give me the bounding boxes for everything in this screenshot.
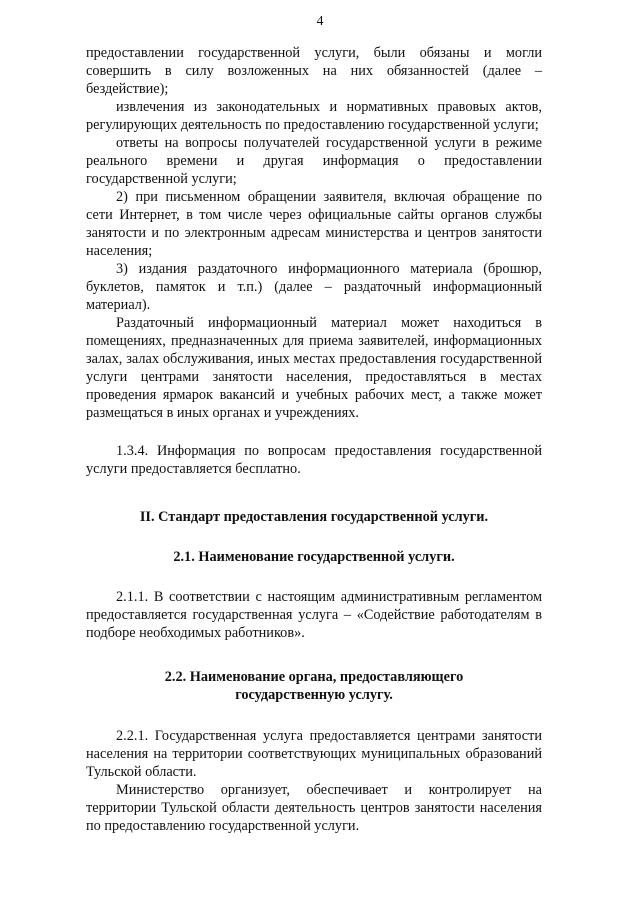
subsection-2-1-title: 2.1. Наименование государственной услуги. <box>173 549 455 565</box>
paragraph-2-2-1: 2.2.1. Государственная услуга предоставляется центрами занятости населения на территории соответствующих муниципальных образований Тульской области. <box>86 728 542 780</box>
paragraph-handout-placement: Раздаточный информационный материал может находиться в помещениях, предназначенных для приема заявителей, информационных залах, залах обслуживания, иных местах предоставления государственной услуги центрами занятости населения, предоставляться в местах проведения ярмарок вакансий и учебных рабочих мест, а также может размещаться в иных органах и учреждениях. <box>86 315 542 421</box>
paragraph-2-1-1: 2.1.1. В соответствии с настоящим административным регламентом предоставляется государственная услуга – «Содействие работодателям в подборе необходимых работников». <box>86 589 542 641</box>
paragraph-inaction: предоставлении государственной услуги, были обязаны и могли совершить в силу возложенных на них обязанностей (далее – бездействие); <box>86 45 542 97</box>
page-number: 4 <box>316 14 324 29</box>
paragraph-handouts: 3) издания раздаточного информационного материала (брошюр, буклетов, памяток и т.п.) (далее – раздаточный информационный материал). <box>86 261 542 313</box>
subsection-2-2-title <box>86 668 542 704</box>
subsection-2-2-title-line2: государственную услугу. <box>235 687 393 703</box>
paragraph-1-3-4: 1.3.4. Информация по вопросам предоставления государственной услуги предоставляется бесплатно. <box>86 443 542 477</box>
section-2-title: II. Стандарт предоставления государственной услуги. <box>139 509 489 525</box>
paragraph-written-request: 2) при письменном обращении заявителя, включая обращение по сети Интернет, в том числе через официальные сайты органов службы занятости и по электронным адресам министерства и центров занятости населения; <box>86 189 542 259</box>
subsection-2-2-title-line1: 2.2. Наименование органа, предоставляющего <box>164 669 464 685</box>
paragraph-answers: ответы на вопросы получателей государственной услуги в режиме реального времени и другая информация о предоставлении государственной услуги; <box>86 135 542 187</box>
paragraph-extracts: извлечения из законодательных и нормативных правовых актов, регулирующих деятельность по предоставлению государственной услуги; <box>86 99 542 133</box>
document-body <box>86 44 542 835</box>
paragraph-ministry: Министерство организует, обеспечивает и контролирует на территории Тульской области деятельность центров занятости населения по предоставлению государственной услуги. <box>86 782 542 834</box>
